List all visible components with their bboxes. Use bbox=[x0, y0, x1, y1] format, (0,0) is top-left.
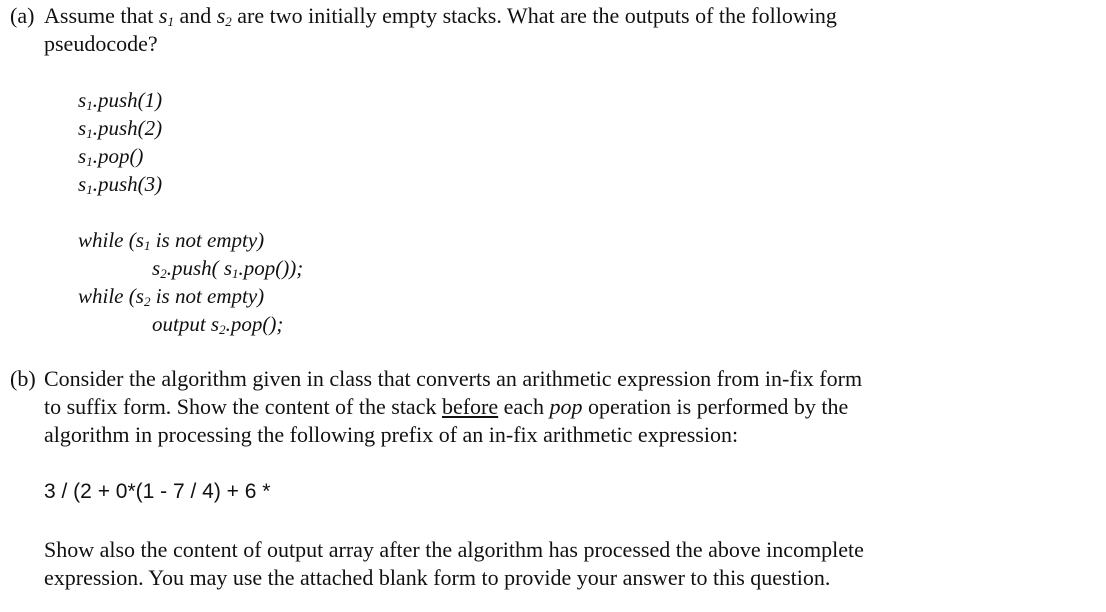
followup-line-2: expression. You may use the attached blank form to provide your answer to this question. bbox=[44, 565, 831, 590]
italic-pop: pop bbox=[549, 394, 583, 419]
var-s2: $s_2$ bbox=[216, 3, 232, 29]
question-a-text-2: and bbox=[173, 3, 217, 28]
question-b bbox=[10, 365, 1090, 449]
question-b-followup bbox=[44, 536, 1084, 592]
pseudocode-block-1 bbox=[78, 86, 162, 198]
question-a-text-3: are two initially empty stacks. What are the outputs of the following bbox=[231, 3, 837, 28]
code-line-push-1: $s_1.push(1)$ bbox=[78, 88, 163, 113]
question-b-line-3: algorithm in processing the following prefix of an in-fix arithmetic expression: bbox=[44, 422, 739, 447]
question-a-text-1: Assume that bbox=[44, 3, 159, 28]
code-line-transfer: $s_2.push$( $s_1.pop()$); bbox=[152, 256, 304, 281]
question-b-label: (b) bbox=[10, 366, 36, 391]
question-a-line-1 bbox=[44, 2, 837, 30]
pseudocode-block-2 bbox=[78, 226, 303, 338]
question-b-line-1: Consider the algorithm given in class that converts an arithmetic expression from in-fix form bbox=[44, 366, 863, 391]
underlined-before: before bbox=[441, 394, 499, 419]
question-b-line-2: to suffix form. Show the content of the stack before each pop operation is performed by the bbox=[44, 394, 849, 419]
infix-expression: 3 / (2 + 0*(1 - 7 / 4) + 6 * bbox=[44, 480, 271, 503]
code-line-while-1: while ($s_1$ is not empty) bbox=[78, 228, 265, 253]
question-a bbox=[10, 2, 1090, 58]
code-line-pop: $s_1.pop()$ bbox=[78, 144, 144, 169]
var-s1: $s_1$ bbox=[158, 3, 174, 29]
code-line-output: output $s_2.pop()$; bbox=[152, 312, 284, 337]
code-line-push-2: $s_1.push(2)$ bbox=[78, 116, 163, 141]
code-line-push-3: $s_1.push(3)$ bbox=[78, 172, 163, 197]
followup-line-1: Show also the content of output array after the algorithm has processed the above incomplete bbox=[44, 537, 864, 562]
code-line-while-2: while ($s_2$ is not empty) bbox=[78, 284, 265, 309]
question-a-line-2: pseudocode? bbox=[44, 31, 158, 56]
question-a-label: (a) bbox=[10, 3, 35, 28]
